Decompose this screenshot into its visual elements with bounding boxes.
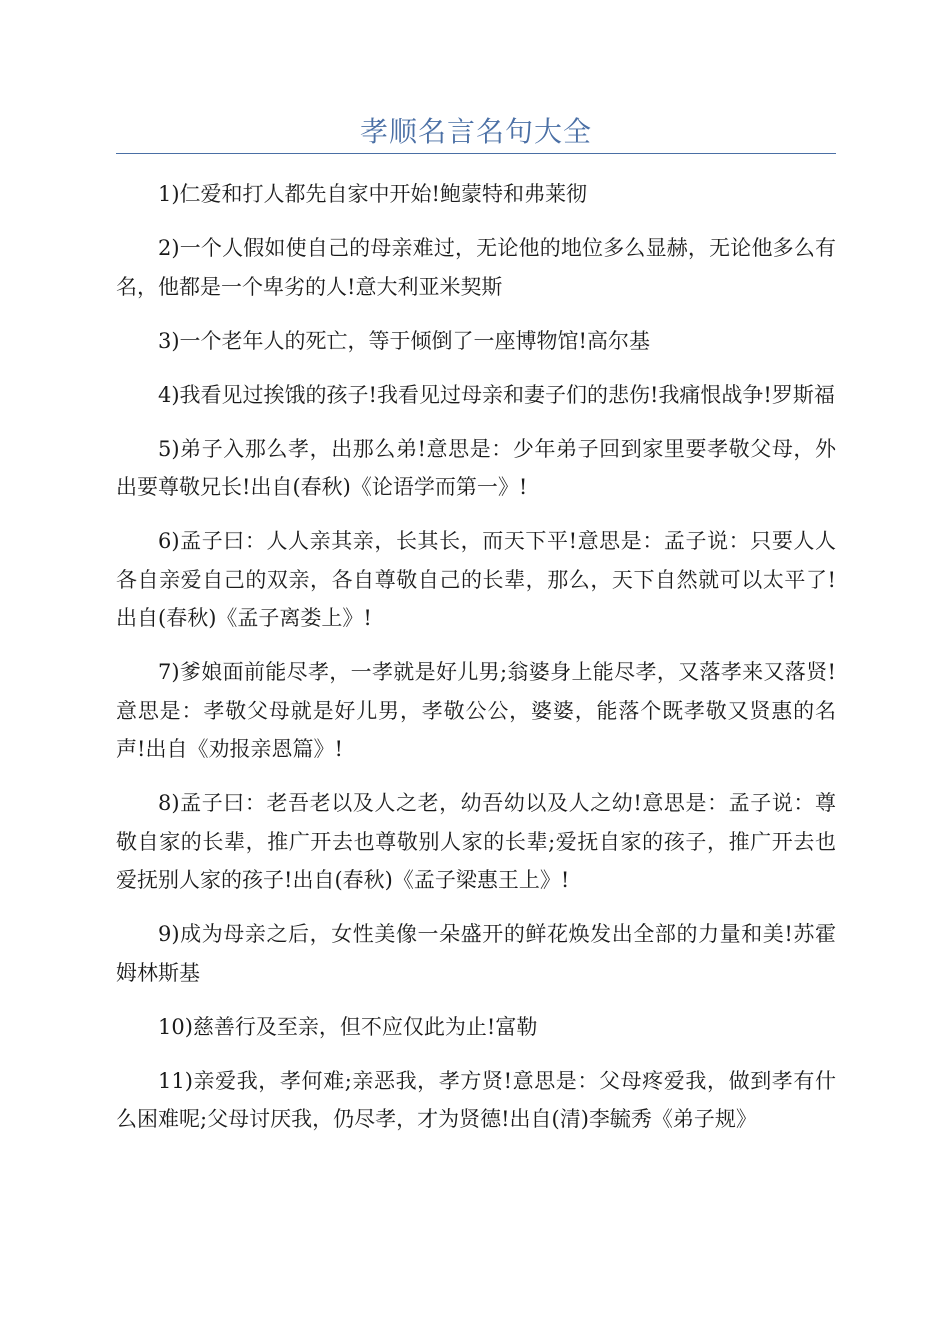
- quote-paragraph-1: 1)仁爱和打人都先自家中开始!鲍蒙特和弗莱彻: [158, 182, 587, 206]
- quote-paragraph-11: 11)亲爱我，孝何难;亲恶我，孝方贤!意思是：父母疼爱我，做到孝有什么困难呢;父母讨厌我，仍尽孝，才为贤德!出自(清)李毓秀《弟子规》: [116, 1068, 836, 1131]
- quote-paragraph-4: 4)我看见过挨饿的孩子!我看见过母亲和妻子们的悲伤!我痛恨战争!罗斯福: [158, 382, 835, 407]
- quote-paragraph-7: 7)爹娘面前能尽孝，一孝就是好儿男;翁婆身上能尽孝，又落孝来又落贤!意思是：孝敬父母就是好儿男，孝敬公公，婆婆，能落个既孝敬又贤惠的名声!出自《劝报亲恩篇》!: [116, 660, 836, 761]
- document-body: [116, 175, 836, 1154]
- quote-paragraph-8: 8)孟子曰：老吾老以及人之老，幼吾幼以及人之幼!意思是：孟子说：尊敬自家的长辈，推广开去也尊敬别人家的长辈;爱抚自家的孩子，推广开去也爱抚别人家的孩子!出自(春秋)《孟子梁惠王上》!: [116, 791, 836, 892]
- quote-paragraph-5: 5)弟子入那么孝，出那么弟!意思是：少年弟子回到家里要孝敬父母，外出要尊敬兄长!出自(春秋)《论语学而第一》!: [116, 436, 836, 499]
- quote-paragraph-2: 2)一个人假如使自己的母亲难过，无论他的地位多么显赫，无论他多么有名，他都是一个卑劣的人!意大利亚米契斯: [116, 236, 836, 299]
- document-title: 孝顺名言名句大全: [359, 115, 592, 148]
- quote-paragraph-6: 6)孟子曰：人人亲其亲，长其长，而天下平!意思是：孟子说：只要人人各自亲爱自己的双亲，各自尊敬自己的长辈，那么，天下自然就可以太平了!出自(春秋)《孟子离娄上》!: [116, 529, 836, 630]
- quote-paragraph-3: 3)一个老年人的死亡，等于倾倒了一座博物馆!高尔基: [158, 328, 650, 353]
- quote-paragraph-9: 9)成为母亲之后，女性美像一朵盛开的鲜花焕发出全部的力量和美!苏霍姆林斯基: [116, 922, 836, 985]
- quote-paragraph-10: 10)慈善行及至亲，但不应仅此为止!富勒: [158, 1014, 538, 1039]
- title-underline: [116, 153, 836, 154]
